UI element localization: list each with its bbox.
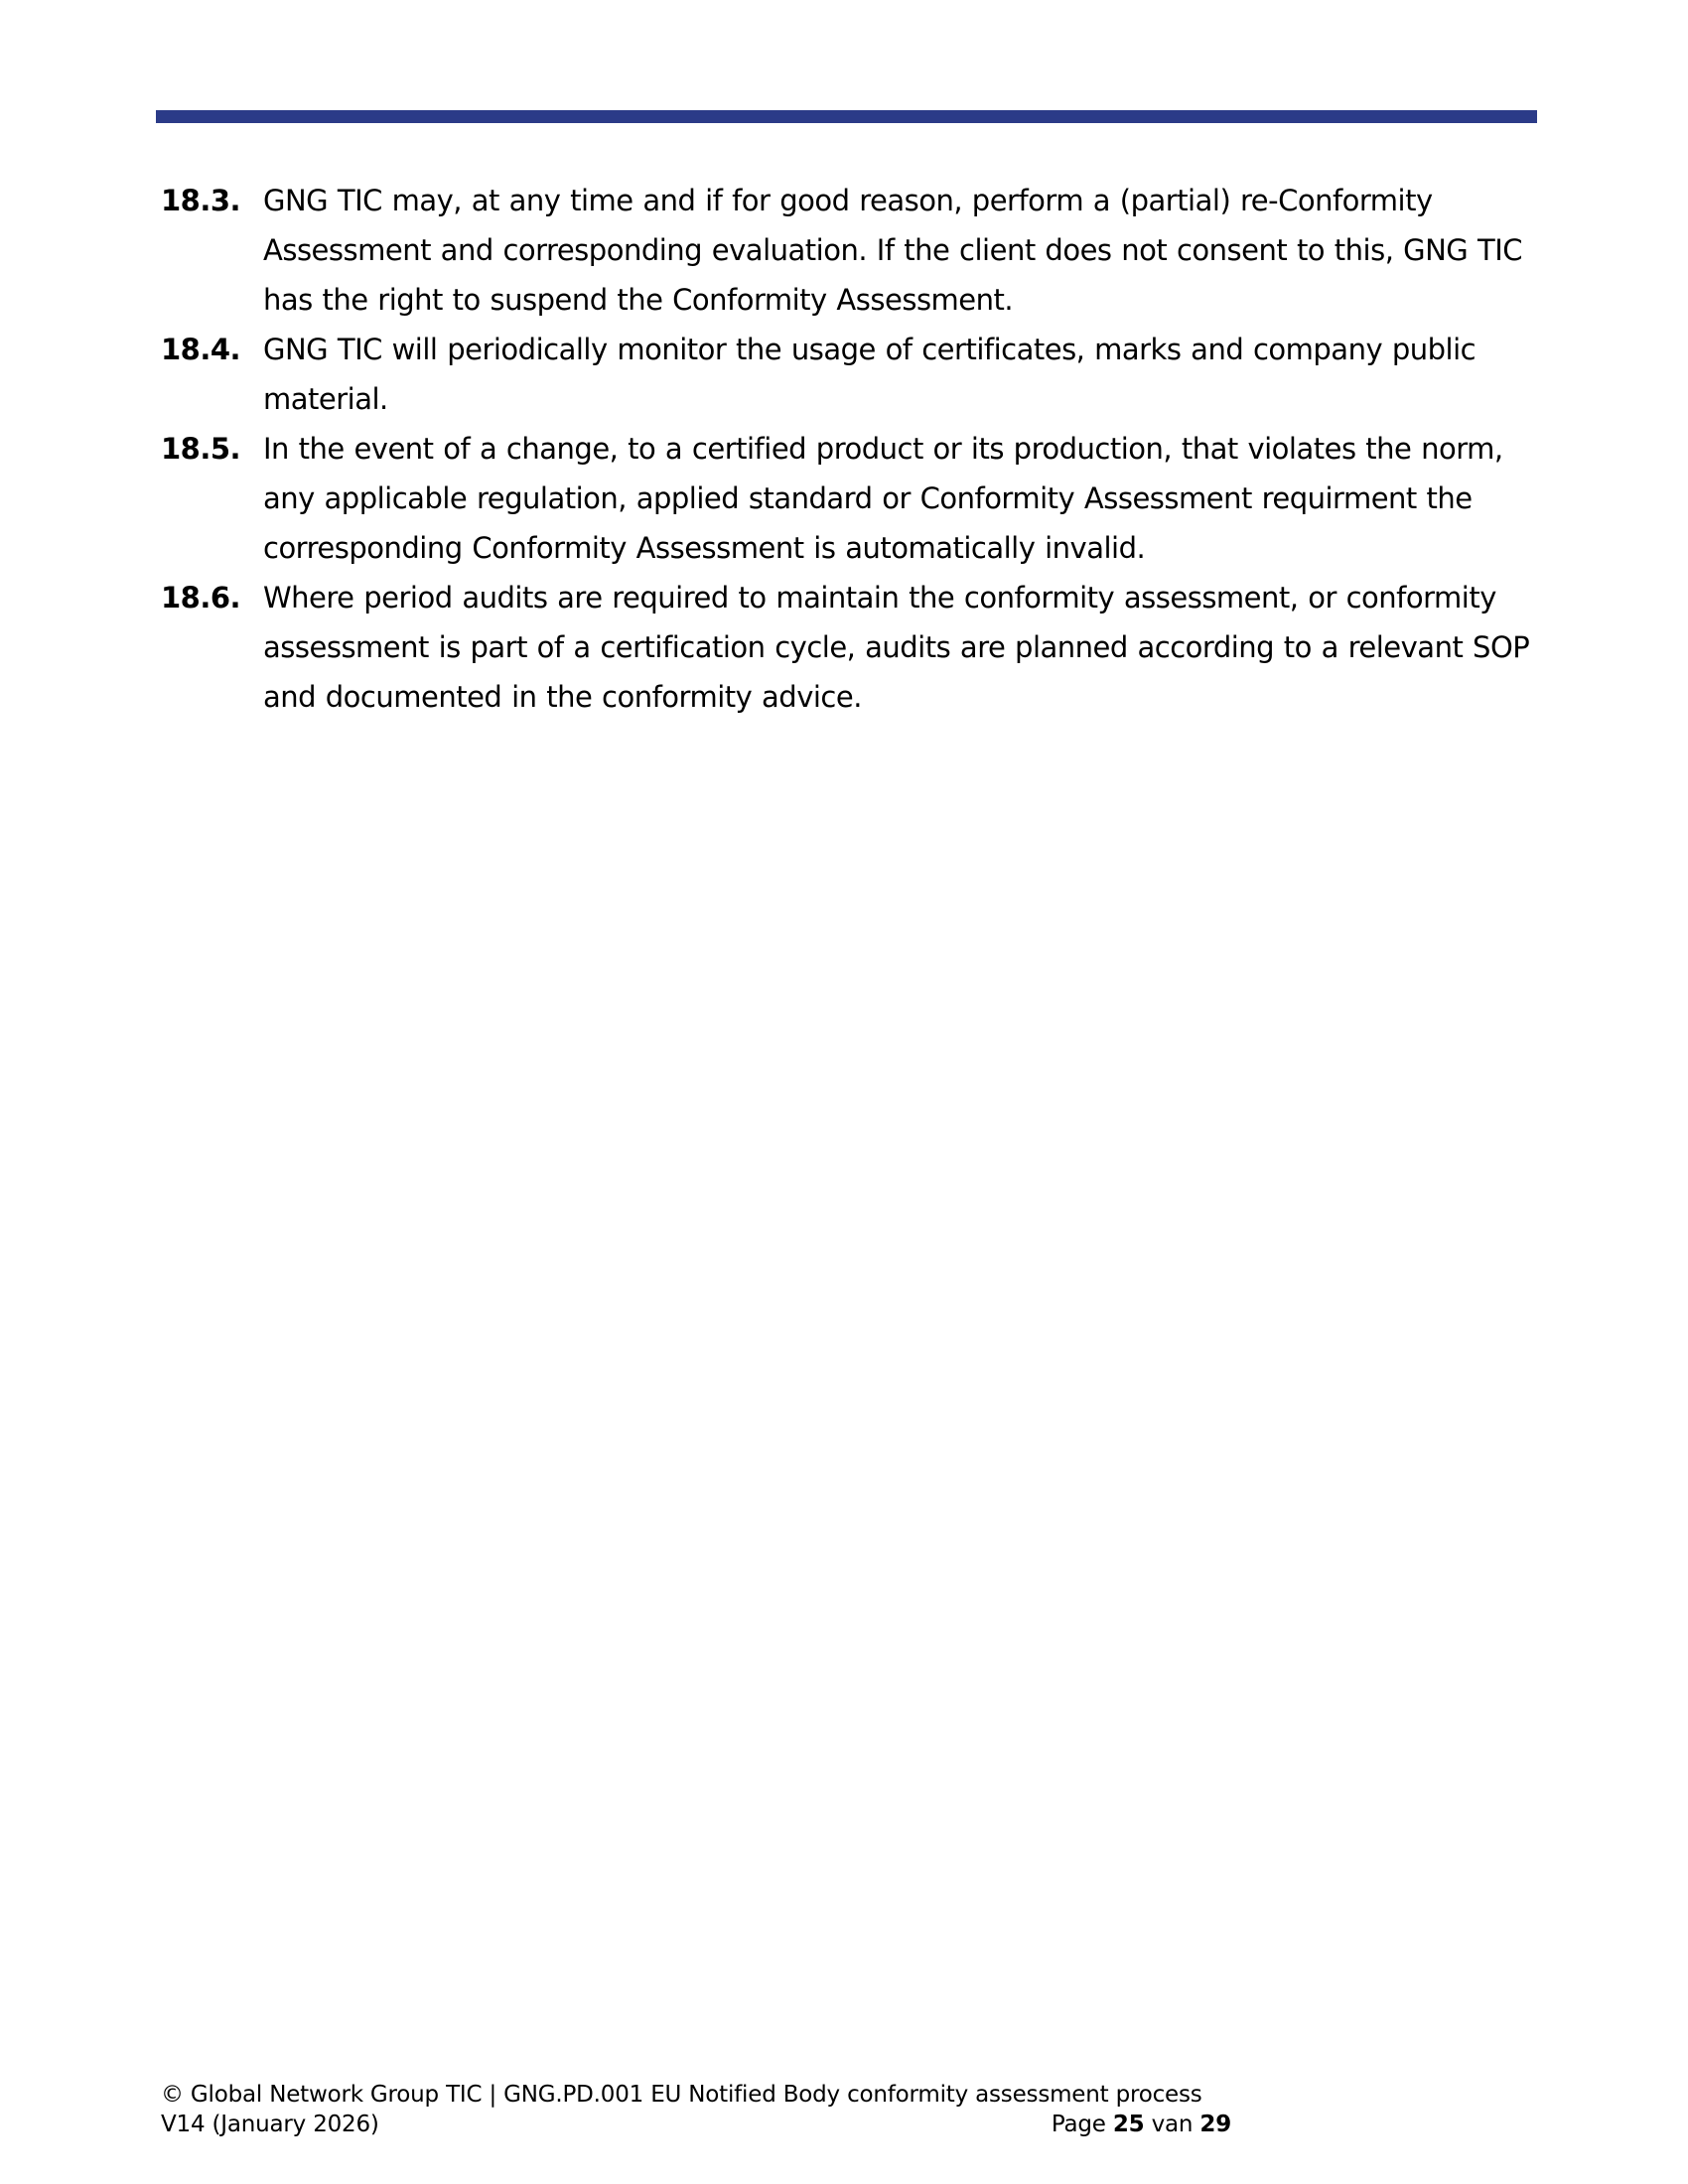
list-item xyxy=(161,176,1571,325)
footer-bottom-row xyxy=(161,2110,1231,2139)
footer-page-current: 25 xyxy=(1112,2112,1145,2137)
item-text-line: any applicable regulation, applied standard or Conformity Assessment requirment the xyxy=(263,481,1473,515)
item-text-line: Assessment and corresponding evaluation. If the client does not consent to this, GNG TIC xyxy=(263,233,1522,267)
list-item xyxy=(161,573,1571,722)
item-text xyxy=(263,176,1571,325)
item-number: 18.4. xyxy=(161,333,241,366)
item-number: 18.6. xyxy=(161,581,241,614)
item-text-line: GNG TIC will periodically monitor the usage of certificates, marks and company public xyxy=(263,333,1477,366)
item-text xyxy=(263,325,1571,424)
item-number: 18.3. xyxy=(161,184,241,217)
list-item xyxy=(161,325,1571,424)
item-text-line: material. xyxy=(263,382,388,416)
item-text xyxy=(263,424,1571,573)
item-number: 18.5. xyxy=(161,432,241,466)
item-text-line: has the right to suspend the Conformity Assessment. xyxy=(263,283,1014,317)
page-footer xyxy=(161,2080,1231,2139)
item-text-line: In the event of a change, to a certified product or its production, that violates the norm, xyxy=(263,432,1503,466)
item-text-line: corresponding Conformity Assessment is automatically invalid. xyxy=(263,531,1146,565)
footer-page-label: Page xyxy=(1051,2112,1106,2137)
footer-version: V14 (January 2026) xyxy=(161,2112,379,2137)
footer-page-total: 29 xyxy=(1199,2112,1231,2137)
header-rule xyxy=(156,110,1537,123)
item-text-line: and documented in the conformity advice. xyxy=(263,680,862,714)
item-text-line: assessment is part of a certification cycle, audits are planned according to a relevant SOP xyxy=(263,630,1530,664)
list-item xyxy=(161,424,1571,573)
item-text-line: GNG TIC may, at any time and if for good reason, perform a (partial) re-Conformity xyxy=(263,184,1433,217)
numbered-clause-list xyxy=(161,176,1571,722)
footer-page-indicator xyxy=(1052,2110,1231,2139)
footer-page-separator: van xyxy=(1151,2112,1194,2137)
item-text-line: Where period audits are required to maintain the conformity assessment, or conformity xyxy=(263,581,1496,614)
footer-copyright: © Global Network Group TIC | GNG.PD.001 EU Notified Body conformity assessment process xyxy=(161,2082,1202,2108)
item-text xyxy=(263,573,1571,722)
